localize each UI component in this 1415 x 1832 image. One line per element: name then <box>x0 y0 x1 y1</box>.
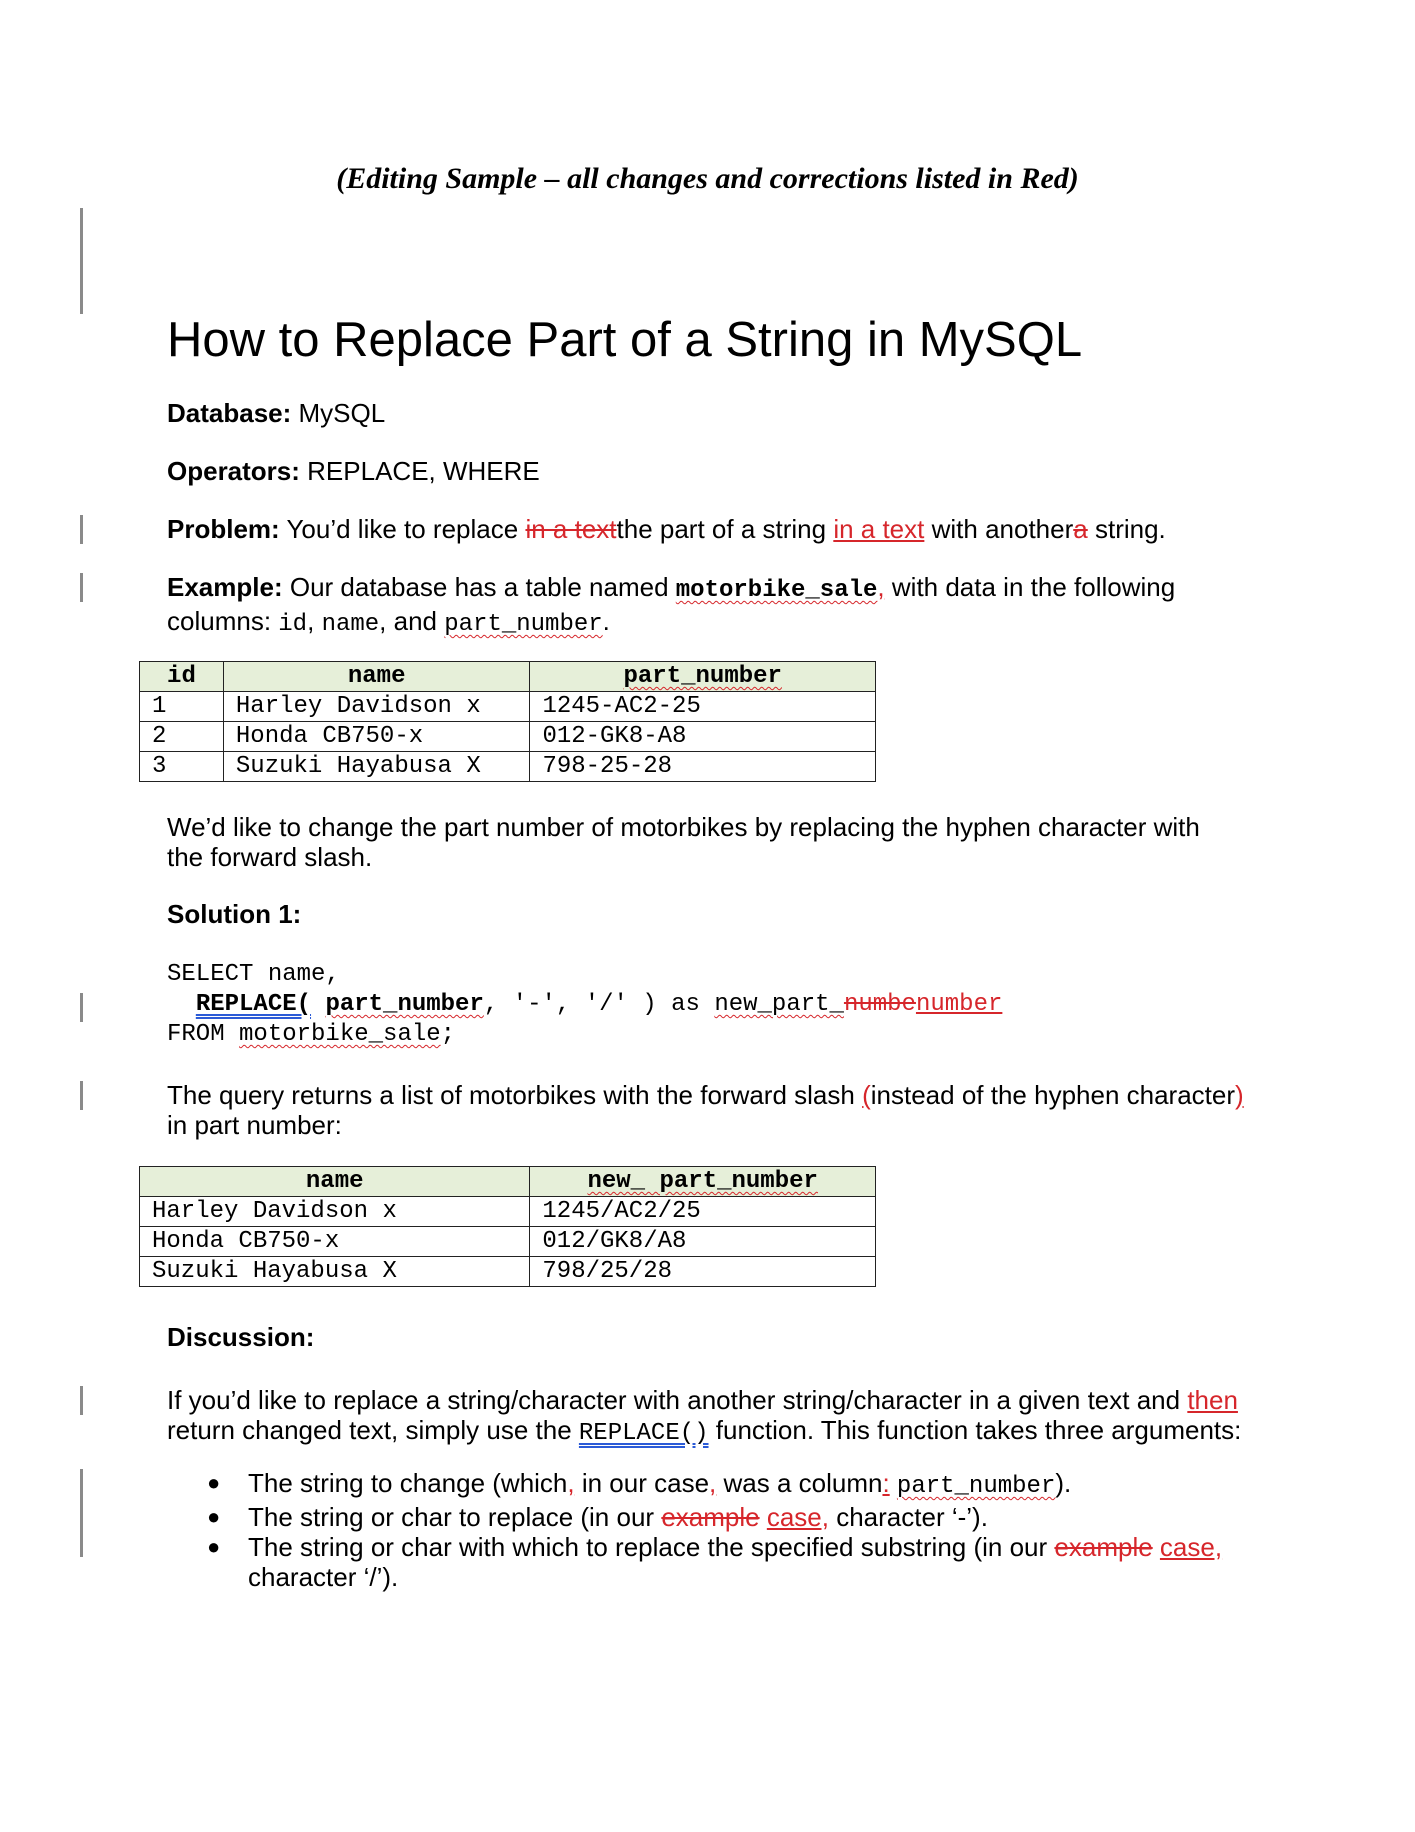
bullet-icon: ● <box>207 1504 221 1529</box>
list-item: ● The string or char to replace (in our example case, character ‘-’). <box>207 1502 988 1532</box>
inserted-text: case, <box>1159 1532 1223 1562</box>
deleted-text: a <box>1073 514 1088 544</box>
table-row <box>140 752 876 782</box>
problem-text: string. <box>1094 514 1166 544</box>
code-alias: new_part_ <box>714 991 844 1018</box>
deleted-text: numbe <box>843 991 916 1018</box>
operators-line <box>167 456 1267 486</box>
table-cell: Harley Davidson x <box>140 1197 530 1227</box>
table-cell: 798/25/28 <box>530 1257 876 1287</box>
inserted-text: then <box>1187 1385 1238 1415</box>
example-text: . <box>602 606 610 636</box>
problem-line <box>167 514 1267 544</box>
bullet-icon: ● <box>207 1534 221 1559</box>
list-item: ● The string to change (which, in our case, was a column: part_number). <box>207 1468 1072 1500</box>
change-bar <box>80 208 83 314</box>
change-bar <box>80 573 83 602</box>
inserted-text: : <box>882 1468 890 1498</box>
example-text: , <box>307 606 315 636</box>
deleted-text: example <box>1054 1532 1153 1562</box>
column-code: part_number <box>896 1473 1056 1500</box>
table-cell: Suzuki Hayabusa X <box>223 752 530 782</box>
table-cell: 1 <box>140 692 224 722</box>
function-code: REPLACE() <box>578 1420 709 1447</box>
example-text: Our database has a table named <box>289 572 669 602</box>
table-header-row <box>140 1167 876 1197</box>
code-function: REPLACE( <box>195 991 312 1018</box>
operators-value: REPLACE, WHERE <box>307 456 540 486</box>
inserted-text: ( <box>862 1080 871 1110</box>
example-text: with data in the following columns: <box>167 572 1176 636</box>
result-table <box>139 1166 876 1287</box>
inserted-text: , <box>709 1468 717 1498</box>
table-row <box>140 1227 876 1257</box>
inserted-text: case, <box>766 1502 829 1532</box>
table-cell: 012/GK8/A8 <box>530 1227 876 1257</box>
inserted-text: number <box>915 991 1003 1018</box>
change-bar <box>80 1386 83 1415</box>
solution-label: Solution 1: <box>167 899 302 929</box>
database-label: Database: <box>167 398 292 428</box>
solution-heading <box>167 899 1267 929</box>
change-bar <box>80 993 83 1022</box>
code-line-1: SELECT name, <box>167 961 340 988</box>
column-code: part_number <box>444 611 603 638</box>
table-row <box>140 1197 876 1227</box>
deleted-text: in a text <box>525 514 617 544</box>
table-cell: Harley Davidson x <box>223 692 530 722</box>
header-cell: name <box>223 662 530 692</box>
column-code: name <box>321 611 380 638</box>
table-cell: 1245-AC2-25 <box>530 692 876 722</box>
problem-text: the part of a string <box>616 514 827 544</box>
change-bar <box>80 1469 83 1557</box>
table-row <box>140 692 876 722</box>
page-title: How to Replace Part of a String in MySQL <box>167 313 1083 367</box>
deleted-text: example <box>661 1502 760 1532</box>
table-row <box>140 722 876 752</box>
discussion-heading <box>167 1322 1267 1352</box>
header-cell: id <box>140 662 224 692</box>
discussion-label: Discussion: <box>167 1322 315 1352</box>
problem-label: Problem: <box>167 514 280 544</box>
database-value: MySQL <box>298 398 386 428</box>
table-cell: 2 <box>140 722 224 752</box>
discussion-paragraph: If you’d like to replace a string/character with another string/character in a given text and then return changed text, simply use the REPLACE() function. This function takes three arguments: <box>167 1385 1242 1447</box>
header-cell: part_number <box>530 662 876 692</box>
list-item: ● The string or char with which to replace the specified substring (in our example case, character ‘/’). <box>207 1532 1223 1592</box>
code-table: motorbike_sale <box>239 1021 441 1048</box>
table-cell: 1245/AC2/25 <box>530 1197 876 1227</box>
argument-list <box>167 1468 1247 1592</box>
inserted-text: ) <box>1235 1080 1244 1110</box>
editing-note: (Editing Sample – all changes and corrections listed in Red) <box>336 162 1079 195</box>
header-cell: new_ part_number <box>530 1167 876 1197</box>
example-label: Example: <box>167 572 283 602</box>
motorbike-table <box>139 661 876 782</box>
table-cell: Honda CB750-x <box>140 1227 530 1257</box>
inserted-text: , <box>877 572 885 602</box>
inserted-text: in a text <box>833 514 925 544</box>
example-text: , and <box>379 606 437 636</box>
table-cell: Suzuki Hayabusa X <box>140 1257 530 1287</box>
table-cell: 3 <box>140 752 224 782</box>
change-bar <box>80 1081 83 1110</box>
table-cell: Honda CB750-x <box>223 722 530 752</box>
header-cell: name <box>140 1167 530 1197</box>
change-bar <box>80 515 83 544</box>
table-cell: 012-GK8-A8 <box>530 722 876 752</box>
query-returns-text: The query returns a list of motorbikes with the forward slash (instead of the hyphen character) in part number: <box>167 1080 1244 1140</box>
database-line <box>167 398 1267 428</box>
bullet-icon: ● <box>207 1470 221 1495</box>
problem-text: with another <box>931 514 1074 544</box>
table-row <box>140 1257 876 1287</box>
example-paragraph <box>167 572 1187 640</box>
table-name-code: motorbike_sale <box>675 577 878 604</box>
table-cell: 798-25-28 <box>530 752 876 782</box>
table-header-row <box>140 662 876 692</box>
problem-text: You’d like to replace <box>286 514 519 544</box>
inserted-text: , <box>567 1468 575 1498</box>
change-description: We’d like to change the part number of motorbikes by replacing the hyphen character with the forward slash. <box>167 812 1200 872</box>
operators-label: Operators: <box>167 456 300 486</box>
code-column: part_number <box>325 991 484 1018</box>
sql-code-block: SELECT name, REPLACE( part_number, '-', '/' ) as new_part_numbenumber FROM motorbike_sale; <box>167 961 1003 1048</box>
column-code: id <box>278 611 308 638</box>
